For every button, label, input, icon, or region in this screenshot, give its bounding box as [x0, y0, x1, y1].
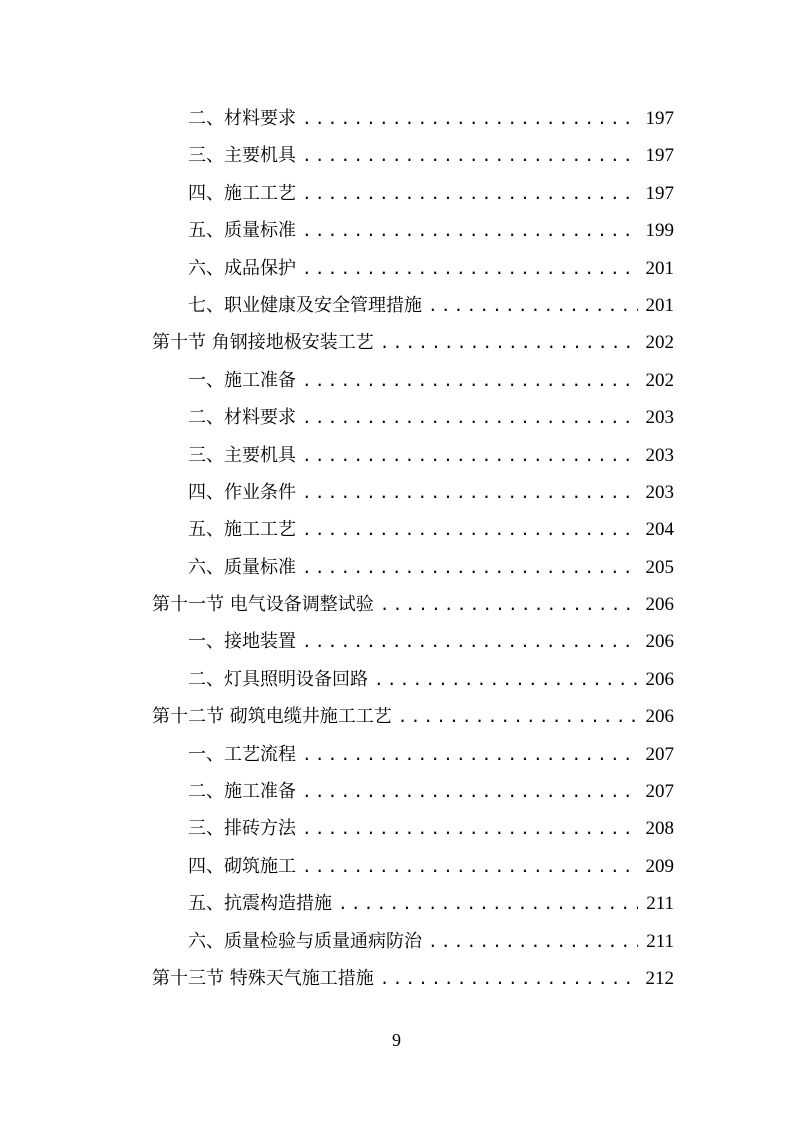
toc-entry-page: 197: [645, 182, 674, 204]
toc-entry[interactable]: [152, 250, 674, 287]
toc-leader-dots: [302, 399, 638, 436]
toc-entry-page: 206: [645, 668, 674, 690]
toc-entry-title: 五、质量标准: [188, 220, 296, 242]
toc-leader-dots: [380, 960, 638, 997]
toc-entry-page: 207: [645, 781, 674, 803]
toc-entry-title: 二、灯具照明设备回路: [188, 668, 368, 690]
toc-entry[interactable]: [152, 960, 674, 997]
toc-entry-title: 一、工艺流程: [188, 743, 296, 765]
toc-leader-dots: [302, 212, 638, 249]
toc-leader-dots: [302, 437, 638, 474]
toc-leader-dots: [302, 623, 638, 660]
toc-entry-title: 六、质量标准: [188, 556, 296, 578]
toc-entry-title: 第十三节 特殊天气施工措施: [152, 967, 374, 989]
toc-entry[interactable]: [152, 773, 674, 810]
toc-entry[interactable]: [152, 175, 674, 212]
toc-entry[interactable]: [152, 362, 674, 399]
toc-entry[interactable]: [152, 923, 674, 960]
toc-entry-title: 六、质量检验与质量通病防治: [188, 930, 422, 952]
toc-entry-page: 201: [645, 294, 674, 316]
toc-entry-page: 199: [645, 220, 674, 242]
toc-leader-dots: [302, 362, 638, 399]
toc-entry[interactable]: [152, 885, 674, 922]
toc-entry-title: 四、砌筑施工: [188, 855, 296, 877]
toc-entry-title: 四、作业条件: [188, 481, 296, 503]
toc-leader-dots: [302, 736, 638, 773]
toc-entry[interactable]: [152, 623, 674, 660]
toc-entry-page: 203: [645, 407, 674, 429]
toc-entry-page: 203: [645, 444, 674, 466]
toc-entry-page: 206: [645, 594, 674, 616]
toc-leader-dots: [302, 175, 638, 212]
toc-entry[interactable]: [152, 848, 674, 885]
toc-entry-page: 212: [645, 967, 674, 989]
toc-entry-page: 207: [645, 743, 674, 765]
toc-entry[interactable]: [152, 437, 674, 474]
toc-entry-page: 197: [645, 145, 674, 167]
toc-leader-dots: [302, 137, 638, 174]
toc-entry[interactable]: [152, 810, 674, 847]
toc-entry-title: 二、材料要求: [188, 407, 296, 429]
toc-entry-page: 209: [645, 855, 674, 877]
table-of-contents: [152, 100, 674, 997]
toc-leader-dots: [302, 810, 638, 847]
toc-leader-dots: [302, 250, 638, 287]
toc-entry[interactable]: [152, 324, 674, 361]
toc-leader-dots: [380, 324, 638, 361]
toc-leader-dots: [302, 549, 638, 586]
toc-entry-page: 206: [645, 631, 674, 653]
toc-entry-title: 第十节 角钢接地极安装工艺: [152, 332, 374, 354]
toc-leader-dots: [302, 773, 638, 810]
toc-entry[interactable]: [152, 698, 674, 735]
toc-entry-page: 206: [645, 706, 674, 728]
toc-entry[interactable]: [152, 399, 674, 436]
toc-entry-title: 五、施工工艺: [188, 519, 296, 541]
toc-entry-title: 一、施工准备: [188, 369, 296, 391]
toc-entry-title: 四、施工工艺: [188, 182, 296, 204]
toc-entry-page: 202: [645, 369, 674, 391]
toc-entry-title: 第十二节 砌筑电缆井施工工艺: [152, 706, 392, 728]
toc-entry-page: 211: [646, 930, 674, 952]
toc-entry-title: 一、接地装置: [188, 631, 296, 653]
toc-entry-page: 204: [645, 519, 674, 541]
toc-entry-page: 208: [645, 818, 674, 840]
toc-entry-page: 201: [645, 257, 674, 279]
toc-entry[interactable]: [152, 100, 674, 137]
toc-entry-title: 第十一节 电气设备调整试验: [152, 594, 374, 616]
toc-entry[interactable]: [152, 287, 674, 324]
toc-leader-dots: [302, 848, 638, 885]
toc-entry-title: 七、职业健康及安全管理措施: [188, 294, 422, 316]
toc-entry[interactable]: [152, 661, 674, 698]
toc-leader-dots: [398, 698, 638, 735]
toc-entry-page: 197: [645, 108, 674, 129]
toc-leader-dots: [302, 511, 638, 548]
toc-leader-dots: [374, 661, 638, 698]
toc-entry-title: 二、施工准备: [188, 781, 296, 803]
toc-leader-dots: [428, 923, 638, 960]
toc-entry-title: 五、抗震构造措施: [188, 893, 332, 915]
toc-entry-page: 203: [645, 481, 674, 503]
toc-entry[interactable]: [152, 549, 674, 586]
toc-entry[interactable]: [152, 137, 674, 174]
toc-entry[interactable]: [152, 212, 674, 249]
toc-entry-title: 三、排砖方法: [188, 818, 296, 840]
toc-entry-page: 202: [645, 332, 674, 354]
toc-entry[interactable]: [152, 586, 674, 623]
toc-entry-title: 三、主要机具: [188, 444, 296, 466]
toc-leader-dots: [302, 474, 638, 511]
toc-entry-title: 三、主要机具: [188, 145, 296, 167]
toc-entry-title: 六、成品保护: [188, 257, 296, 279]
toc-entry[interactable]: [152, 736, 674, 773]
page-number: 9: [392, 1030, 401, 1050]
toc-leader-dots: [428, 287, 638, 324]
toc-entry-title: 二、材料要求: [188, 108, 296, 129]
toc-entry-page: 205: [645, 556, 674, 578]
toc-leader-dots: [338, 885, 638, 922]
toc-entry[interactable]: [152, 511, 674, 548]
toc-leader-dots: [302, 100, 638, 137]
toc-entry-page: 211: [646, 893, 674, 915]
toc-leader-dots: [380, 586, 638, 623]
toc-entry[interactable]: [152, 474, 674, 511]
